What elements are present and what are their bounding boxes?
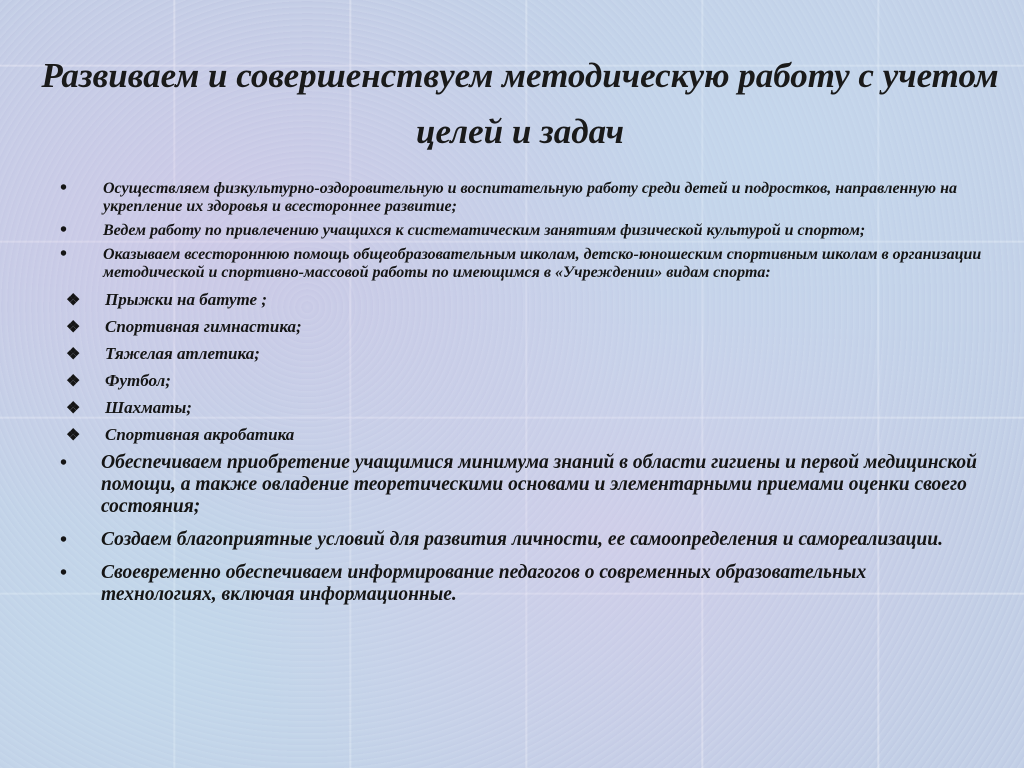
list-item (0, 243, 983, 282)
bullet-icon: • (60, 452, 68, 474)
sport-item-text: Спортивная гимнастика; (105, 317, 302, 336)
list-item (0, 562, 981, 606)
sport-item-text: Спортивная акробатика (105, 425, 295, 444)
bullet-icon: • (60, 243, 68, 265)
sport-item (0, 317, 1024, 337)
diamond-bullet-icon: ❖ (66, 292, 81, 309)
list-item-text: Создаем благоприятные условий для развития личности, ее самоопределения и самореализации. (101, 529, 943, 550)
list-item (0, 219, 983, 241)
diamond-bullet-icon: ❖ (66, 373, 81, 390)
list-item (0, 177, 983, 216)
list-item-text: Осуществляем физкультурно-оздоровительную и воспитательную работу среди детей и подростков, направленную на укрепление их здоровья и всестороннее развитие; (103, 180, 957, 215)
list-item-text: Своевременно обеспечиваем информирование педагогов о современных образовательных технологиях, включая информационные. (101, 562, 867, 605)
sport-item-text: Шахматы; (105, 398, 192, 417)
sport-item (0, 290, 1024, 310)
sport-item-text: Тяжелая атлетика; (105, 344, 260, 363)
diamond-bullet-icon: ❖ (66, 427, 81, 444)
diamond-bullet-icon: ❖ (66, 400, 81, 417)
sport-item (0, 425, 1024, 445)
sport-item (0, 344, 1024, 364)
slide-content (0, 177, 1024, 617)
list-item-text: Оказываем всестороннюю помощь общеобразовательным школам, детско-юношеским спортивным школам в организации методической и спортивно-массовой работы по имеющимся в «Учреждении» видам спорта: (103, 246, 982, 281)
list-item-text: Обеспечиваем приобретение учащимися минимума знаний в области гигиены и первой медицинской помощи, а также овладение теоретическими основами и элементарными приемами оценки своего состояния; (101, 452, 977, 517)
bullet-icon: • (60, 177, 68, 199)
diamond-bullet-icon: ❖ (66, 346, 81, 363)
list-item-text: Ведем работу по привлечению учащихся к систематическим занятиям физической культурой и спортом; (103, 222, 866, 239)
slide-title: Развиваем и совершенствуем методическую работу с учетом целей и задач (41, 56, 999, 151)
diamond-bullet-icon: ❖ (66, 319, 81, 336)
bullet-icon: • (60, 219, 68, 241)
list-item (0, 529, 981, 551)
bullet-icon: • (60, 562, 68, 584)
sport-item (0, 398, 1024, 418)
bullet-icon: • (60, 529, 68, 551)
sport-item (0, 371, 1024, 391)
sport-item-text: Прыжки на батуте ; (105, 290, 267, 309)
sport-item-text: Футбол; (105, 371, 171, 390)
list-item (0, 452, 981, 518)
